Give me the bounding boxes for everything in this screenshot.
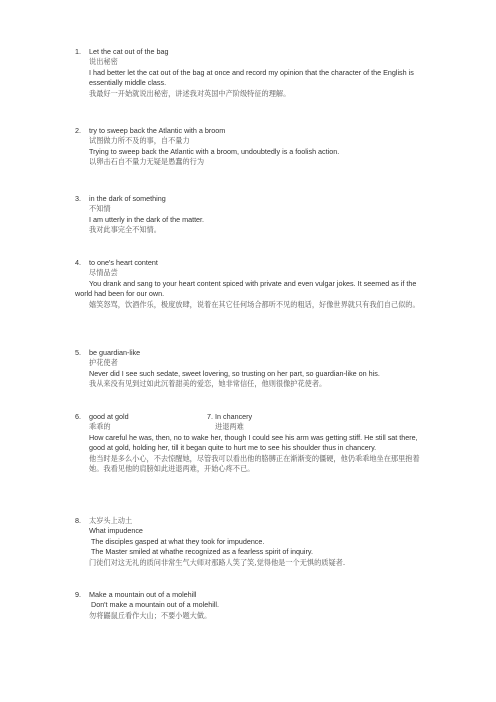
idiom-title: try to sweep back the Atlantic with a broom [89,126,226,135]
entry-number: 8. [75,516,81,525]
example-english: Never did I see such sedate, sweet lovering, so trusting on her part, so guardian-like on his. [89,368,380,378]
entry-number: 1. [75,47,81,56]
idiom-title: be guardian-like [89,348,141,357]
example-chinese: 我最好一开始就说出秘密，讲述我对英国中产阶级特征的理解。 [89,88,291,98]
idiom-meaning: 护花使者 [89,358,118,368]
example-chinese: 嬉笑怒骂，饮酒作乐，极度放肆，说着在其它任何场合都听不见的粗话，好像世界就只有我们自己似的。 [89,299,420,309]
idiom-meaning-secondary: 进退两难 [215,422,244,432]
idiom-meaning: What impudence [89,526,143,536]
example-english: I had better let the cat out of the bag at once and record my opinion that the character of the English is essentially middle class. [89,67,414,88]
idiom-entry-4 [75,258,423,310]
idiom-entry-6-7 [75,412,423,474]
idiom-meaning: 不知情 [89,204,111,214]
idiom-entry-1 [75,47,423,99]
idiom-meaning: 乖乖的 [89,422,111,432]
idiom-entry-8 [75,516,423,568]
idiom-title-secondary: 7. In chancery [207,412,253,421]
idiom-entry-3 [75,194,423,236]
example-english: Don't make a mountain out of a molehill. [91,600,220,610]
entry-number: 9. [75,590,81,599]
example-english: The disciples gasped at what they took for impudence. [91,536,265,546]
idiom-title: Let the cat out of the bag [89,47,169,56]
idiom-title: in the dark of something [89,194,166,203]
idiom-entry-2 [75,126,423,168]
example-english: You drank and sang to your heart content spiced with private and even vulgar jokes. It seemed as if the world had been for our own. [75,278,417,299]
example-english: I am utterly in the dark of the matter. [89,214,205,224]
idiom-meaning: 说出秘密 [89,57,118,67]
idiom-title: 太岁头上动土 [89,516,133,525]
example-chinese: 我从来没有见到过如此沉着甜美的爱恋，她非常信任，他则很像护花使者。 [89,379,327,389]
example-chinese: 他当时是多么小心，不去惊醒她，尽管我可以看出他的胳膊正在渐渐变的僵硬，他仍乖乖地坐在那里抱着她。我看见他的肩膀如此进退两难，开始心疼不已。 [89,453,420,474]
example-chinese: 门徒们对这无礼的质问非常生气大师对那路人笑了笑,觉得他是一个无惧的质疑者. [89,557,346,567]
example-english: How careful he was, then, no to wake her, though I could see his arm was getting stiff. He still sat there, good at gold, holding her, till it began quite to hurt me to see his shoulder thus in chancery. [89,432,418,453]
entry-number: 4. [75,258,81,267]
example-english: Trying to sweep back the Atlantic with a broom, undoubtedly is a foolish action. [89,146,340,156]
entry-number: 5. [75,348,81,357]
example-chinese: 勿将鼹鼠丘看作大山；不要小题大做。 [89,610,212,620]
idiom-meaning: 试图做力所不及的事，自不量力 [89,136,190,146]
idiom-entry-5 [75,348,423,390]
example-chinese: 我对此事完全不知情。 [89,225,161,235]
example-english-2: The Master smiled at whathe recognized as a fearless spirit of inquiry. [91,547,313,557]
entry-number: 2. [75,126,81,135]
idiom-title: Make a mountain out of a molehill [89,590,197,599]
example-chinese: 以卵击石自不量力无疑是愚蠢的行为 [89,157,205,167]
idiom-entry-9 [75,590,423,621]
entry-number: 3. [75,194,81,203]
idiom-title: to one's heart content [89,258,158,267]
idiom-title: good at gold [89,412,129,421]
entry-number: 6. [75,412,81,421]
idiom-meaning: 尽情品尝 [89,268,118,278]
